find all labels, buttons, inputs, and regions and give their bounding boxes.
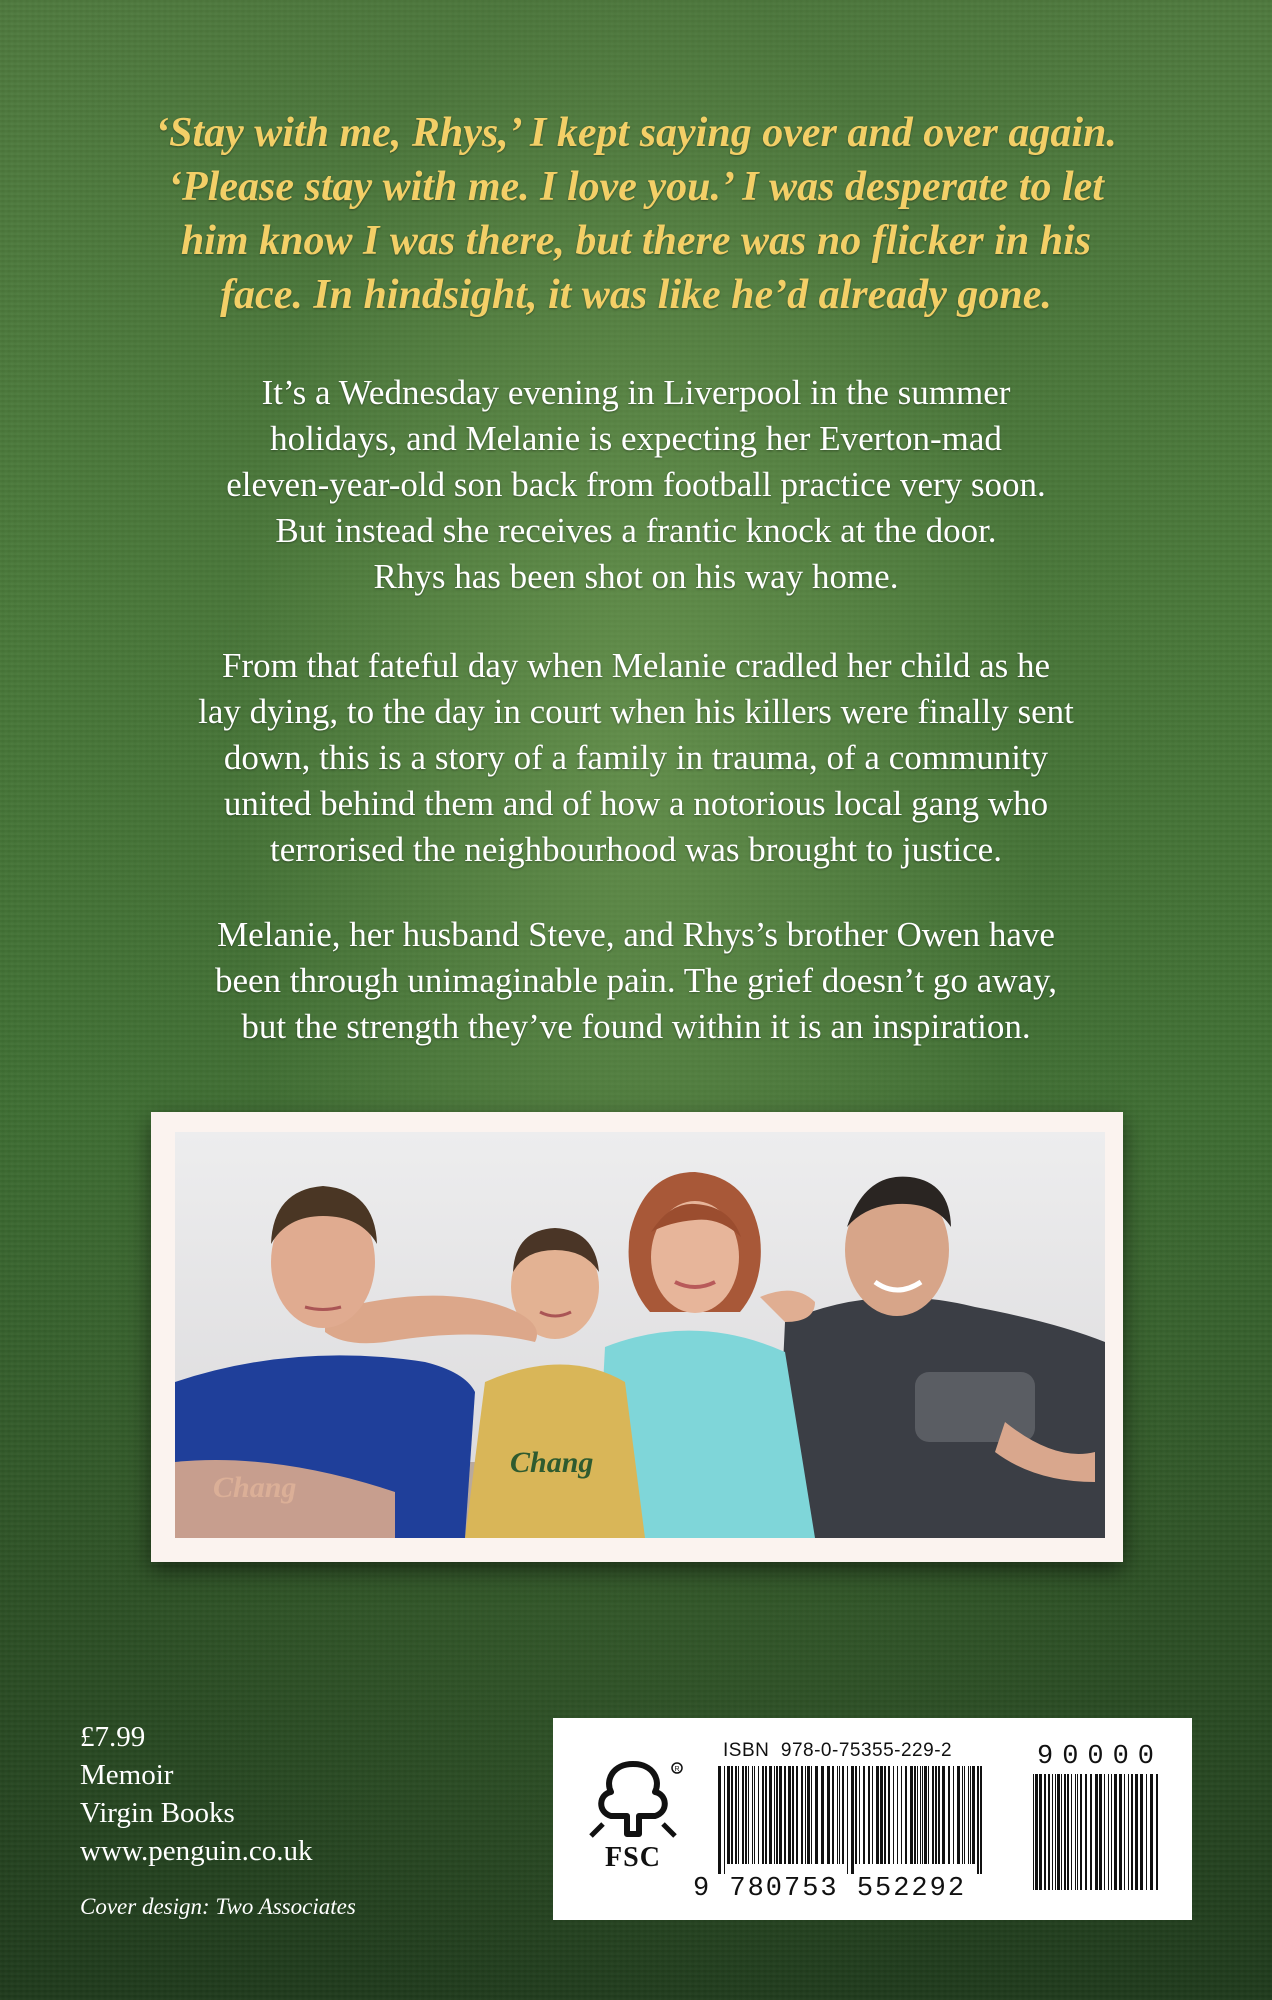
barcode-bar xyxy=(851,1766,854,1874)
barcode-bar xyxy=(738,1766,739,1864)
blurb-line: Melanie, her husband Steve, and Rhys’s brother Owen have xyxy=(217,915,1055,954)
barcode-bar xyxy=(1077,1774,1078,1890)
barcode-bar xyxy=(801,1766,803,1864)
barcode-bar xyxy=(769,1766,772,1864)
blurb-line: but the strength they’ve found within it is an inspiration. xyxy=(241,1007,1031,1046)
barcode-bar xyxy=(1124,1774,1125,1890)
barcode-bar xyxy=(977,1766,979,1874)
barcode-bar xyxy=(1108,1774,1109,1890)
cover-credit: Cover design: Two Associates xyxy=(80,1894,356,1919)
barcode-bar xyxy=(754,1766,755,1864)
barcode-bar xyxy=(765,1766,767,1864)
barcode-bar xyxy=(1128,1774,1129,1890)
blurb-line: united behind them and of how a notorious local gang who xyxy=(223,784,1049,823)
barcode-bar xyxy=(815,1766,818,1864)
barcode-bar xyxy=(893,1766,894,1864)
barcode-bar xyxy=(842,1766,844,1864)
barcode-bar xyxy=(964,1766,965,1864)
barcode-bar xyxy=(872,1766,873,1864)
barcode-bar xyxy=(1131,1774,1133,1890)
barcode-bar xyxy=(938,1766,940,1864)
barcode-bar xyxy=(832,1766,834,1864)
barcode-bar xyxy=(758,1766,759,1864)
barcode-bar xyxy=(762,1766,764,1864)
addon-barcode xyxy=(1033,1774,1161,1900)
price: £7.99 xyxy=(80,1721,146,1753)
barcode-bar xyxy=(901,1766,902,1864)
family-photo-frame xyxy=(151,1112,1123,1562)
barcode-bar xyxy=(1052,1774,1053,1890)
blurb-line: From that fateful day when Melanie cradled her child as he xyxy=(221,646,1051,685)
barcode-bar xyxy=(888,1766,890,1864)
barcode-bar xyxy=(876,1766,879,1864)
barcode-bar xyxy=(847,1766,848,1874)
barcode-bar xyxy=(1099,1774,1102,1890)
barcode-bar xyxy=(884,1766,886,1864)
barcode-bar xyxy=(811,1766,812,1864)
barcode-bar xyxy=(855,1766,857,1864)
barcode-bar xyxy=(1156,1774,1158,1890)
barcode-bar xyxy=(1055,1774,1056,1890)
fsc-logo xyxy=(583,1758,683,1878)
ean-digits: 9 780753 552292 xyxy=(693,1874,967,1904)
pull-quote xyxy=(100,106,1172,322)
child-shirt-text: Chang xyxy=(510,1446,594,1479)
barcode-bar xyxy=(1057,1774,1060,1890)
barcode-bar xyxy=(1067,1774,1069,1890)
barcode-bar xyxy=(742,1766,744,1864)
barcode-bar xyxy=(827,1766,830,1864)
quote-line: ‘Stay with me, Rhys,’ I kept saying over and over again. xyxy=(155,110,1117,156)
barcode-bar xyxy=(953,1766,954,1864)
barcode-bar xyxy=(880,1766,883,1864)
blurb-paragraph-3 xyxy=(100,912,1172,1050)
blurb-line: eleven-year-old son back from football practice very soon. xyxy=(226,465,1046,504)
barcode-bar xyxy=(1048,1774,1050,1890)
addon-digits: 90000 xyxy=(1037,1742,1164,1772)
barcode-bar xyxy=(745,1766,747,1864)
quote-line: him know I was there, but there was no flicker in his xyxy=(180,218,1092,264)
barcode-bar xyxy=(752,1766,753,1864)
quote-line: face. In hindsight, it was like he’d already gone. xyxy=(220,272,1052,318)
barcode-bar xyxy=(776,1766,778,1864)
genre: Memoir xyxy=(80,1759,174,1791)
barcode-bar xyxy=(942,1766,945,1864)
barcode-bar xyxy=(1114,1774,1117,1890)
blurb-line: But instead she receives a frantic knock at the door. xyxy=(275,511,997,550)
barcode-bar xyxy=(1150,1774,1153,1890)
barcode-bar xyxy=(727,1766,730,1864)
barcode-bar xyxy=(735,1766,737,1864)
barcode-bar xyxy=(1035,1774,1038,1890)
family-photo-illustration xyxy=(175,1132,1105,1538)
barcode-bar xyxy=(1033,1774,1034,1890)
barcode-bar xyxy=(1104,1774,1105,1890)
svg-text:R: R xyxy=(674,1766,680,1773)
barcode-bar xyxy=(839,1766,840,1864)
barcode-bar xyxy=(1095,1774,1098,1890)
barcode-bar xyxy=(922,1766,923,1864)
barcode-bar xyxy=(957,1766,960,1864)
barcode-bar xyxy=(970,1766,971,1864)
barcode-bar xyxy=(1140,1774,1143,1890)
website-link[interactable]: www.penguin.co.uk xyxy=(80,1835,313,1867)
barcode-bar xyxy=(796,1766,798,1864)
barcode-bar xyxy=(1111,1774,1112,1890)
barcode-bar xyxy=(928,1766,929,1864)
tree-icon xyxy=(583,1758,683,1842)
barcode-bar xyxy=(1085,1774,1087,1890)
barcode-bar xyxy=(980,1766,982,1874)
barcode-bar xyxy=(962,1766,963,1864)
barcode-bar xyxy=(932,1766,934,1864)
blurb-line: holidays, and Melanie is expecting her Everton-mad xyxy=(270,419,1002,458)
barcode-bar xyxy=(1090,1774,1092,1890)
barcode-bar xyxy=(1080,1774,1082,1890)
barcode-bar xyxy=(935,1766,937,1864)
barcode-bar xyxy=(792,1766,794,1864)
barcode-bar xyxy=(748,1766,749,1864)
barcode-bar xyxy=(924,1766,927,1864)
barcode-bar xyxy=(859,1766,860,1864)
isbn-label: ISBN 978-0-75355-229-2 xyxy=(723,1740,953,1761)
barcode-bar xyxy=(1075,1774,1076,1890)
fsc-label: FSC xyxy=(605,1842,661,1873)
quote-line: ‘Please stay with me. I love you.’ I was desperate to let xyxy=(168,164,1104,210)
barcode-bar xyxy=(718,1766,721,1874)
barcode-bar xyxy=(1146,1774,1147,1890)
blurb-paragraph-1 xyxy=(100,370,1172,600)
blurb-line: Rhys has been shot on his way home. xyxy=(373,557,899,596)
barcode-bar xyxy=(774,1766,775,1864)
barcode-bar xyxy=(805,1766,806,1864)
barcode-bar xyxy=(905,1766,907,1864)
barcode-bar xyxy=(807,1766,810,1864)
barcode-bar xyxy=(1071,1774,1072,1890)
barcode-bar xyxy=(1039,1774,1042,1890)
barcode-bar xyxy=(968,1766,969,1864)
barcode-bar xyxy=(1044,1774,1046,1890)
barcode-bar xyxy=(1064,1774,1066,1890)
ean-barcode xyxy=(718,1766,983,1874)
barcode-panel xyxy=(553,1718,1192,1920)
blurb-line: lay dying, to the day in court when his killers were finally sent xyxy=(198,692,1074,731)
barcode-bar xyxy=(724,1766,725,1874)
blurb-line: terrorised the neighbourhood was brought to justice. xyxy=(270,830,1002,869)
barcode-bar xyxy=(914,1766,916,1864)
barcode-bar xyxy=(837,1766,838,1864)
blurb-line: down, this is a story of a family in trauma, of a community xyxy=(223,738,1049,777)
book-info xyxy=(80,1718,313,1870)
blurb-paragraph-2 xyxy=(100,643,1172,873)
barcode-bar xyxy=(972,1766,975,1864)
barcode-bar xyxy=(1061,1774,1062,1890)
barcode-bar xyxy=(731,1766,733,1864)
barcode-bar xyxy=(821,1766,824,1864)
barcode-bar xyxy=(779,1766,782,1864)
barcode-bar xyxy=(917,1766,918,1864)
barcode-bar xyxy=(868,1766,870,1864)
barcode-bar xyxy=(1119,1774,1122,1890)
barcode-bar xyxy=(948,1766,950,1864)
publisher: Virgin Books xyxy=(80,1797,235,1829)
barcode-bar xyxy=(788,1766,791,1864)
blurb-line: It’s a Wednesday evening in Liverpool in the summer xyxy=(261,373,1011,412)
family-photo xyxy=(175,1132,1105,1538)
blurb-line: been through unimaginable pain. The grief doesn’t go away, xyxy=(214,961,1058,1000)
barcode-bar xyxy=(897,1766,898,1864)
barcode-bar xyxy=(920,1766,921,1864)
barcode-bar xyxy=(1135,1774,1138,1890)
barcode-bar xyxy=(910,1766,913,1864)
barcode-bar xyxy=(863,1766,865,1864)
barcode-bar xyxy=(784,1766,786,1864)
